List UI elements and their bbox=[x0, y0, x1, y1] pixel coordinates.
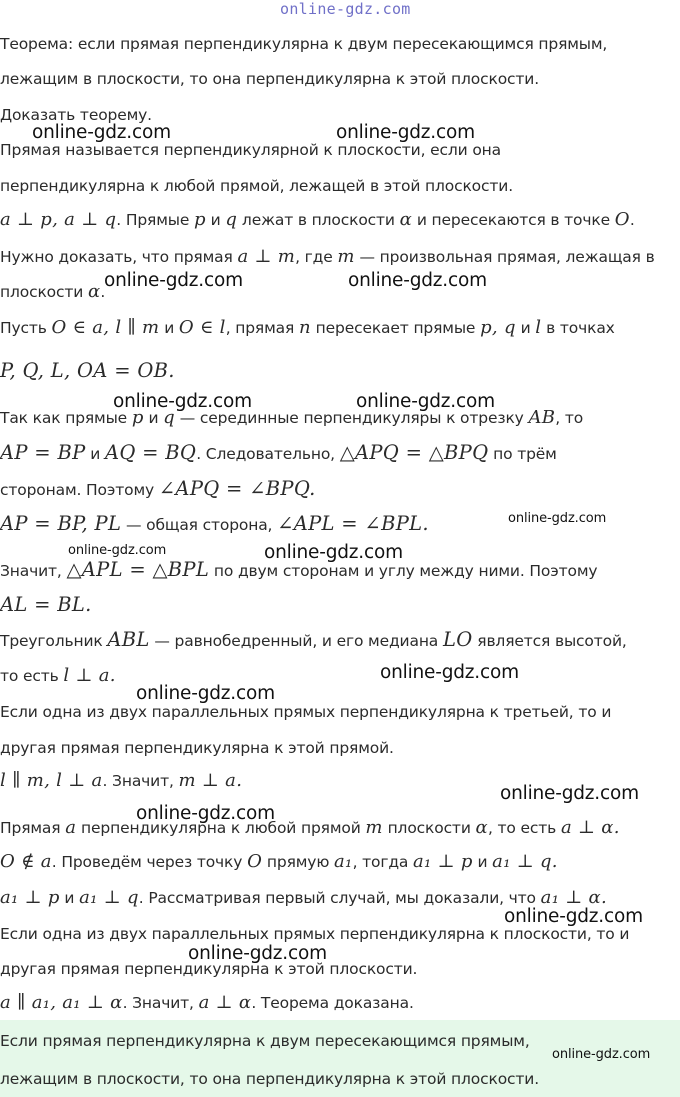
watermark: online-gdz.com bbox=[552, 1047, 651, 1062]
text-line-8: плоскости α. bbox=[0, 281, 106, 302]
text-line-26: другая прямая перпендикулярна к этой плоскости. bbox=[0, 960, 418, 978]
watermark: online-gdz.com bbox=[136, 683, 275, 704]
answer-line-1: Если прямая перпендикулярна к двум пересекающимся прямым, bbox=[0, 1032, 530, 1050]
text-line-17: Треугольник ABL — равнобедренный, и его медиана LO является высотой, bbox=[0, 628, 627, 651]
watermark: online-gdz.com bbox=[348, 270, 487, 291]
text-line-22: Прямая a перпендикулярна к любой прямой m плоскости α, то есть a ⊥ α. bbox=[0, 817, 620, 838]
text-line-5: перпендикулярна к любой прямой, лежащей в этой плоскости. bbox=[0, 177, 513, 195]
top-watermark: online-gdz.com bbox=[280, 0, 411, 18]
watermark: online-gdz.com bbox=[500, 783, 639, 804]
answer-line-2: лежащим в плоскости, то она перпендикулярна к этой плоскости. bbox=[0, 1070, 539, 1088]
text-line-1: Теорема: если прямая перпендикулярна к двум пересекающимся прямым, bbox=[0, 35, 608, 53]
watermark: online-gdz.com bbox=[32, 122, 171, 143]
text-line-10: P, Q, L, OA = OB. bbox=[0, 359, 175, 382]
watermark: online-gdz.com bbox=[68, 543, 167, 558]
watermark: online-gdz.com bbox=[356, 391, 495, 412]
text-line-21: l ∥ m, l ⊥ a. Значит, m ⊥ a. bbox=[0, 770, 243, 791]
watermark: online-gdz.com bbox=[188, 943, 327, 964]
text-line-20: другая прямая перпендикулярна к этой прямой. bbox=[0, 739, 394, 757]
watermark: online-gdz.com bbox=[113, 391, 252, 412]
text-line-2: лежащим в плоскости, то она перпендикулярна к этой плоскости. bbox=[0, 70, 539, 88]
text-line-11: Так как прямые p и q — серединные перпендикуляры к отрезку AB, то bbox=[0, 407, 584, 428]
text-line-24: a₁ ⊥ p и a₁ ⊥ q. Рассматривая первый случай, мы доказали, что a₁ ⊥ α. bbox=[0, 887, 607, 908]
text-line-15: Значит, △APL = △BPL по двум сторонам и углу между ними. Поэтому bbox=[0, 558, 598, 581]
text-line-12: AP = BP и AQ = BQ. Следовательно, △APQ = △BPQ по трём bbox=[0, 441, 557, 464]
text-line-13: сторонам. Поэтому ∠APQ = ∠BPQ. bbox=[0, 477, 316, 500]
text-line-25: Если одна из двух параллельных прямых перпендикулярна к плоскости, то и bbox=[0, 925, 630, 943]
text-line-3: Доказать теорему. bbox=[0, 106, 152, 124]
text-line-18: то есть l ⊥ a. bbox=[0, 665, 116, 686]
text-line-7: Нужно доказать, что прямая a ⊥ m, где m — произвольная прямая, лежащая в bbox=[0, 246, 655, 267]
watermark: online-gdz.com bbox=[508, 511, 607, 526]
text-line-6: a ⊥ p, a ⊥ q. Прямые p и q лежат в плоскости α и пересекаются в точке O. bbox=[0, 209, 635, 230]
watermark: online-gdz.com bbox=[104, 270, 243, 291]
watermark: online-gdz.com bbox=[504, 906, 643, 927]
text-line-4: Прямая называется перпендикулярной к плоскости, если она bbox=[0, 141, 502, 159]
text-line-19: Если одна из двух параллельных прямых перпендикулярна к третьей, то и bbox=[0, 703, 612, 721]
watermark: online-gdz.com bbox=[264, 542, 403, 563]
text-line-27: a ∥ a₁, a₁ ⊥ α. Значит, a ⊥ α. Теорема доказана. bbox=[0, 992, 414, 1013]
watermark: online-gdz.com bbox=[380, 662, 519, 683]
text-line-9: Пусть O ∈ a, l ∥ m и O ∈ l, прямая n пересекает прямые p, q и l в точках bbox=[0, 317, 615, 338]
text-line-16: AL = BL. bbox=[0, 593, 92, 616]
text-line-23: O ∉ a. Проведём через точку O прямую a₁, тогда a₁ ⊥ p и a₁ ⊥ q. bbox=[0, 851, 558, 872]
text-line-14: AP = BP, PL — общая сторона, ∠APL = ∠BPL. bbox=[0, 512, 429, 535]
watermark: online-gdz.com bbox=[336, 122, 475, 143]
watermark: online-gdz.com bbox=[136, 803, 275, 824]
